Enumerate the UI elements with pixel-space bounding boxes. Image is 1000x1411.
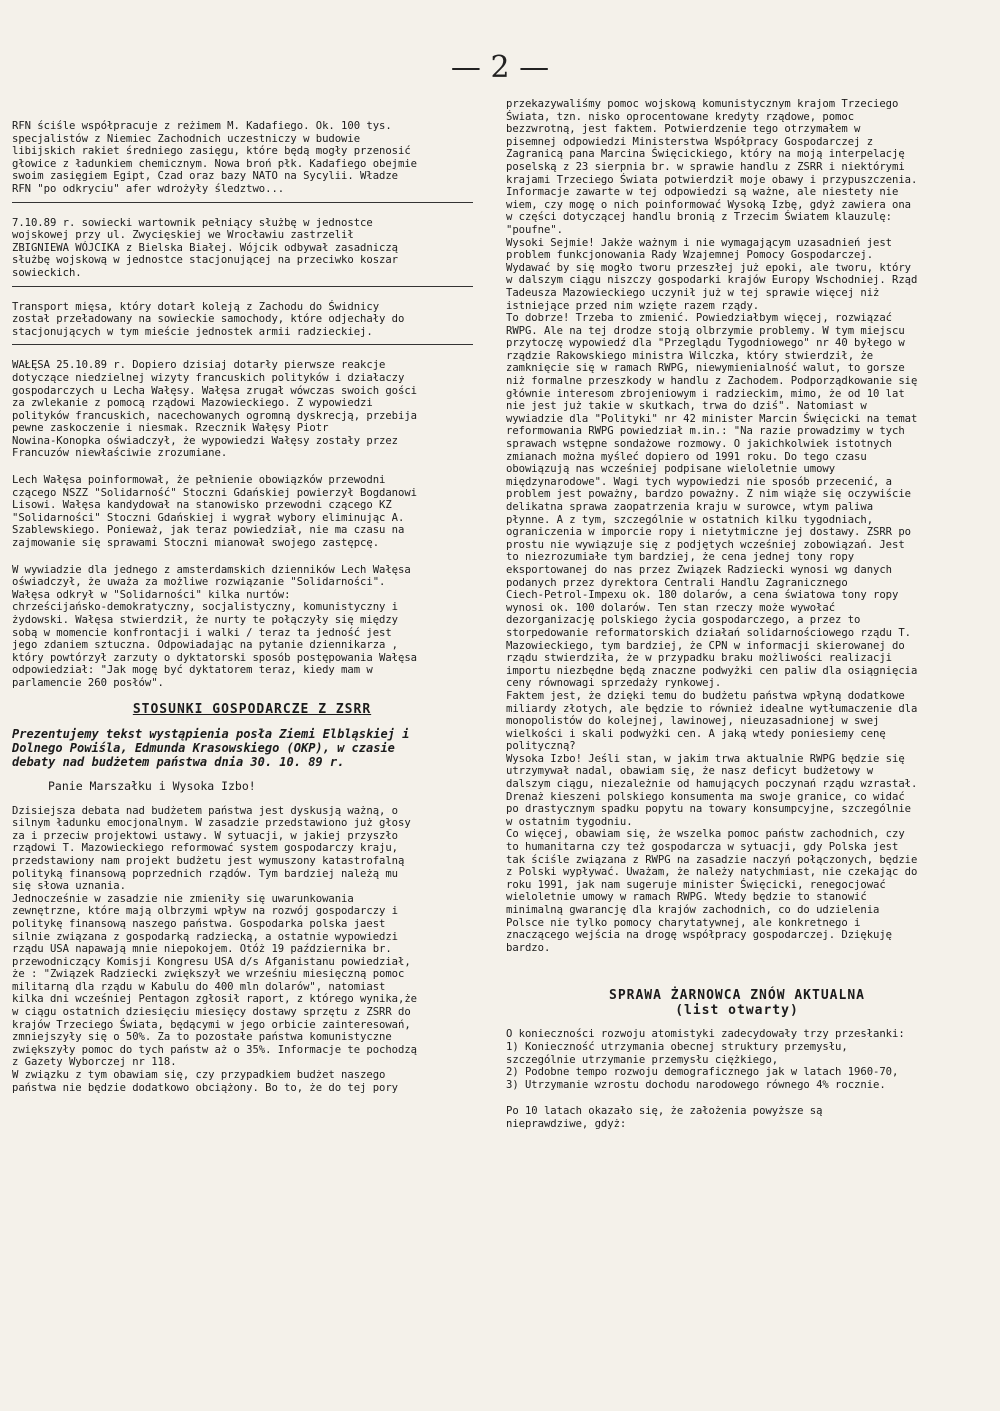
speech-intro: Prezentujemy tekst wystąpienia posła Ziemi Elbląskiej i Dolnego Powiśla, Edmunda Krasowskiego (OKP), w czasie debaty nad budżetem państwa dnia 30. 10. 89 r. <box>12 726 410 769</box>
speech-paragraph: W związku z tym obawiam się, czy przypadkiem budżet naszego państwa nie będzie dodatkowo obciążony. Bo to, że do tej pory <box>12 1069 399 1094</box>
speech-paragraph: Wysoka Izbo! Jeśli stan, w jakim trwa aktualnie RWPG będzie się utrzymywał nadal, obawiam się, że nasz deficyt budżetowy w dalszym ciągu, niezależnie od hamujących poczynań rządu wzrastał. Drenaż kieszeni polskiego konsumenta ma swoje granice, co widać po drastycznym spadku popytu na towary konsumpcyjne, szczególnie w ostatnim tygodniu. <box>506 752 918 828</box>
left-column <box>12 98 492 1094</box>
speech-paragraph: Co więcej, obawiam się, że wszelka pomoc państw zachodnich, czy to humanitarna czy też gospodarcza w sytuacji, gdy Polska jest tak ściśle związana z RWPG na zasadzie naczyń połączonych, będzie z Polski wypływać. Uważam, że należy natychmiast, nie czekając do roku 1991, jak nam sugeruje minister Święcicki, renegocjować wieloletnie umowy w ramach RWPG. Wtedy będzie to stanowić minimalną gwarancję dla krajów zachodnich, co do udzielenia Polsce nie tylko pomocy charytatywnej, ale konkretnego i znaczącego wejścia na drogę współpracy gospodarczej. Dziękuję bardzo. <box>506 828 918 954</box>
open-letter-paragraph: Po 10 latach okazało się, że założenia powyższe są nieprawdziwe, gdyż: <box>506 1105 823 1130</box>
divider <box>12 202 473 203</box>
article-walesa-interview: W wywiadzie dla jednego z amsterdamskich dzienników Lech Wałęsa oświadczył, że uważa za możliwe rozwiązanie "Solidarności". Wałęsa odkrył w "Solidarności" kilka nurtów: chrześcijańsko-demokratyczny, socjalistyczny, komunistyczny i żydowski. Wałęsa stwierdził, że nurty te połączyły się między sobą w momencie konfrontacji i walki / teraz ta jedność jest jego zdaniem sztuczna. Odpowiadając na pytanie dziennikarza , który powtórzył zarzuty o dyktatorski sposób postępowania Wałęsa odpowiedział: "Jak mogę być dyktatorem teraz, kiedy mam w parlamencie 260 posłów". <box>12 563 417 689</box>
speech-paragraph: Jednocześnie w zasadzie nie zmieniły się uwarunkowania zewnętrzne, które mają olbrzymi wpływ na rozwój gospodarczy i politykę finansową naszego państwa. Gospodarka polska jaest silnie związana z gospodarką radziecką, a ostatnie wypowiedzi rządu USA napawają mnie niepokojem. Otóż 19 października br. przewodniczący Komisji Kongresu USA d/s Afganistanu powiedział, że : "Związek Radziecki zwiększył we wrześniu miesięczną pomoc militarną dla rządu w Kabulu do 400 mln dolarów", natomiast kilka dni wcześniej Pentagon zgłosił raport, z którego wynika,że w ciągu ostatnich dziesięciu miesięcy dostawy sprzętu z ZSRR do krajów Trzeciego Świata, będącymi w jego orbicie zainteresowań, zmniejszyły się o 50%. Za to pozostałe państwa komunistyczne zwiększyły pomoc do tych państw aż o 35%. Informacje te pochodzą z Gazety Wyborczej nr 118. <box>12 892 417 1069</box>
right-column <box>506 98 968 1131</box>
article-libya: RFN ściśle współpracuje z reżimem M. Kadafiego. Ok. 100 tys. specjalistów z Niemiec Zachodnich uczestniczy w budowie libijskich rakiet średniego zasięgu, które będą mogły przenosić głowice z ładunkiem chemicznym. Nowa broń płk. Kadafiego obejmie swoim zasięgiem Egipt, Czad oraz bazy NATO na Sycylii. Władze RFN "po odkryciu" afer wdrożyły śledztwo... <box>12 120 417 195</box>
speech-continued: przekazywaliśmy pomoc wojskową komunistycznym krajom Trzeciego Świata, tzn. nisko oprocentowane kredyty rządowe, pomoc bezzwrotną, jest faktem. Potwierdzenie tego otrzymałem w pisemnej odpowiedzi Ministerstwa Współpracy Gospodarczej z Zagranicą pana Marcina Święcickiego, który na moją interpelację poselską z 23 sierpnia br. w sprawie handlu z ZSRR i niektórymi krajami Trzeciego Świata potwierdził moje obawy i przypuszczenia. Informacje zawarte w tej odpowiedzi są ważne, ale niestety nie wiem, czy mogę o nich poinformować Wysoką Izbę, gdyż zawiera ona w części dotyczącej handlu bronią z Trzecim Światem klauzulę: "poufne". <box>506 98 918 236</box>
open-letter-paragraph: O konieczności rozwoju atomistyki zadecydowały trzy przesłanki: 1) Konieczność utrzymania obecnej struktury przemysłu, szczególnie utrzymanie przemysłu ciężkiego, 2) Podobne tempo rozwoju demograficznego jak w latach 1960-70, 3) Utrzymanie wzrostu dochodu narodowego równego 4% rocznie. <box>506 1028 905 1091</box>
article-swidnica: Transport mięsa, który dotarł koleją z Zachodu do Świdnicy został przeładowany na sowieckie samochody, które odjechały do stacjonujących w tym mieście jednostek armii radzieckiej. <box>12 300 405 338</box>
section-heading: STOSUNKI GOSPODARCZE Z ZSRR <box>132 701 372 717</box>
divider <box>12 286 473 287</box>
speech-paragraph: Faktem jest, że dzięki temu do budżetu państwa wpłyną dodatkowe miliardy złotych, ale będzie to również idealne wytłumaczenie dla monopolistów do kolejnej, lawinowej, nieuzasadnionej w swej wielkości i skali podwyżki cen. A jaką wtedy poniesiemy cenę polityczną? <box>506 689 918 753</box>
divider <box>12 344 473 345</box>
article-wroclaw: 7.10.89 r. sowiecki wartownik pełniący służbę w jednostce wojskowej przy ul. Zwycięskiej we Wrocławiu zastrzelił ZBIGNIEWA WÓJCIKA z Bielska Białej. Wójcik odbywał zasadniczą służbę wojskową w jednostce stacjonującej na przeciwko koszar sowieckich. <box>12 216 399 279</box>
speech-paragraph: Dzisiejsza debata nad budżetem państwa jest dyskusją ważną, o silnym ładunku emocjonalnym. W zasadzie przedstawiono już głosy za i przeciw projektowi ustawy. W sytuacji, w jakiej przyszło rządowi T. Mazowieckiego reformować system gospodarczy kraju, przedstawiony nam projekt budżetu jest wymuszony katastrofalną polityką finansową poprzednich rządów. Tym bardziej należą mu się słowa uznania. <box>12 804 411 893</box>
page-number: — 2 — <box>450 50 550 85</box>
article-walesa-shipyard: Lech Wałęsa poinformował, że pełnienie obowiązków przewodni czącego NSZZ "Solidarność" Stoczni Gdańskiej powierzył Bogdanowi Lisowi. Wałęsa kandydował na stanowisko przewodni czącego KZ "Solidarności" Stoczni Gdańskiej i wygrał wybory eliminując A. Szablewskiego. Ponieważ, jak teraz powiedział, nie ma czasu na zajmowanie się sprawami Stoczni mianował swojego zastępcę. <box>12 474 417 550</box>
zarnowiec-heading: SPRAWA ŻARNOWCA ZNÓW AKTUALNA (list otwarty) <box>609 988 865 1019</box>
speech-paragraph: To dobrze! Trzeba to zmienić. Powiedziałbym więcej, rozwiązać RWPG. Ale na tej drodze stoją olbrzymie problemy. W tym miejscu przytoczę wypowiedź dla "Przeglądu Tygodniowego" nr 40 byłego w rządzie Rakowskiego ministra Wilczka, który stwierdził, że zamknięcie się w ramach RWPG, niewymienialność walut, to gorsze niż formalne przeszkody w handlu z Zachodem. Podporządkowanie się głównie interesom zbrojeniowym i radzieckim, mimo, że od 10 lat nie jest już takie w skutkach, trwa do dziś". Natomiast w wywiadzie dla "Polityki" nr 42 minister Marcin Święcicki na temat reformowania RWPG powiedział m.in.: "Na razie prowadzimy w tych sprawach wstępne sondażowe rozmowy. O jakichkolwiek istotnych zmianach można myśleć dopiero od 1991 roku. Do tego czasu obowiązują nas wcześniej podpisane wieloletnie umowy międzynarodowe". Wagi tych wypowiedzi nie sposób przecenić, a problem jest poważny, bardzo poważny. Z nim wiąże się oczywiście delikatna sprawa zaopatrzenia kraju w surowce, wtym paliwa płynne. A z tym, szczególnie w ostatnich kilku tygodniach, ograniczenia w imporcie ropy i nietytmiczne jej dostawy. ZSRR po prostu nie wywiązuje się z podjętych wcześniej zobowiązań. Jest to niezrozumiałe tym bardziej, że cena jednej tony ropy eksportowanej do nas przez Związek Radziecki wynosi wg danych podanych przez dyrektora Centrali Handlu Zagranicznego Ciech-Petrol-Impexu ok. 180 dolarów, a cena światowa tony ropy wynosi ok. 100 dolarów. Ten stan rzeczy może wywołać dezorganizację polskiego życia gospodarczego, a przez to storpedowanie reformatorskich działań solidarnościowego rządu T. Mazowieckiego, tym bardziej, że CPN w informacji skierowanej do rządu stwierdziła, że w przypadku braku możliwości realizacji importu niezbędne będą znaczne podwyżki cen paliw dla osiągnięcia ceny równowagi sprzedaży rynkowej. <box>506 312 918 690</box>
speech-salutation: Panie Marszałku i Wysoka Izbo! <box>48 778 256 793</box>
article-walesa-reactions: WAŁĘSA 25.10.89 r. Dopiero dzisiaj dotarły pierwsze reakcje dotyczące niedzielnej wizyty francuskich polityków i działaczy gospodarczych u Lecha Wałęsy. Wałęsa zrugał wówczas swoich gości za zwlekanie z pomocą rządowi Mazowieckiego. Z wypowiedzi polityków francuskich, nacechowanych ogromną dyskrecją, przebija pewne zaskoczenie i niesmak. Rzecznik Wałęsy Piotr Nowina-Konopka oświadczył, że wypowiedzi Wałęsy zostały przez Francuzów niewłaściwie zrozumiane. <box>12 359 417 460</box>
speech-paragraph: Wysoki Sejmie! Jakże ważnym i nie wymagającym uzasadnień jest problem funkcjonowania Rady Wzajemnej Pomocy Gospodarczej. Wydawać by się mogło tworu przeszłej już epoki, ale tworu, który w dalszym ciągu niszczy gospodarki krajów Europy Wschodniej. Rząd Tadeusza Mazowieckiego uczynił już w tej sprawie więcej niż istniejące przed nim wzięte razem rządy. <box>506 236 918 312</box>
